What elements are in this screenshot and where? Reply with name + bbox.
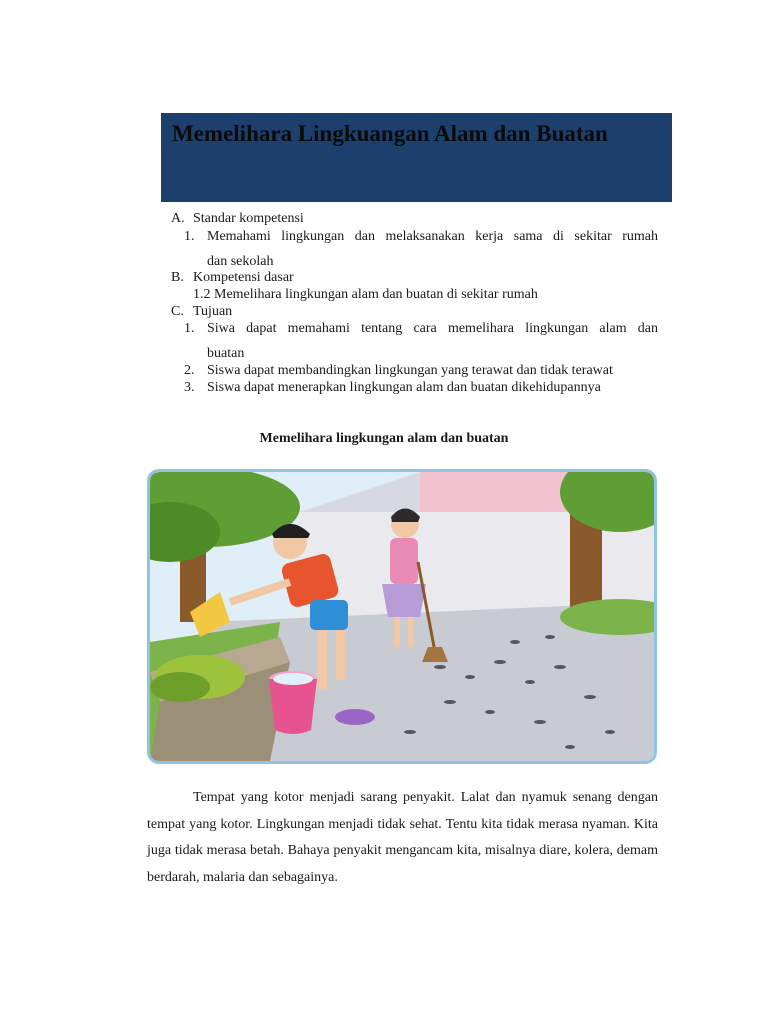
page-title: Memelihara Lingkuangan Alam dan Buatan	[172, 121, 608, 146]
section-c-heading: Tujuan	[193, 304, 233, 319]
list-item-text-continued: dan sekolah	[207, 254, 274, 269]
body-paragraph	[147, 785, 658, 891]
list-item-text: Siwa dapat memahami tentang cara memelihara lingkungan alam dan	[207, 321, 658, 336]
list-marker: 3.	[184, 380, 195, 395]
title-banner	[161, 113, 672, 202]
list-item-text: Siswa dapat menerapkan lingkungan alam dan buatan dikehidupannya	[207, 380, 601, 395]
list-marker: 1.	[184, 229, 195, 244]
list-item-text-continued: buatan	[207, 346, 245, 361]
list-item-text: 1.2 Memelihara lingkungan alam dan buatan di sekitar rumah	[193, 287, 538, 302]
list-marker: 1.	[184, 321, 195, 336]
illustration-caption-heading: Memelihara lingkungan alam dan buatan	[259, 431, 509, 446]
illustration-children-cleaning	[147, 469, 657, 764]
list-item-text: Siswa dapat membandingkan lingkungan yang terawat dan tidak terawat	[207, 363, 613, 378]
section-a-heading: Standar kompetensi	[193, 211, 304, 226]
section-c-marker: C.	[171, 304, 184, 319]
body-paragraph-text: Tempat yang kotor menjadi sarang penyakit. Lalat dan nyamuk senang dengan tempat yang kotor. Lingkungan menjadi tidak sehat. Tentu kita tidak merasa nyaman. Kita juga tidak merasa betah. Bahaya penyakit mengancam kita, misalnya diare, kolera, demam berdarah, malaria dan sebagainya.	[147, 790, 658, 885]
section-b-marker: B.	[171, 270, 184, 285]
list-marker: 2.	[184, 363, 195, 378]
section-b-heading: Kompetensi dasar	[193, 270, 294, 285]
section-a-marker: A.	[171, 211, 185, 226]
list-item-text: Memahami lingkungan dan melaksanakan kerja sama di sekitar rumah	[207, 229, 658, 244]
